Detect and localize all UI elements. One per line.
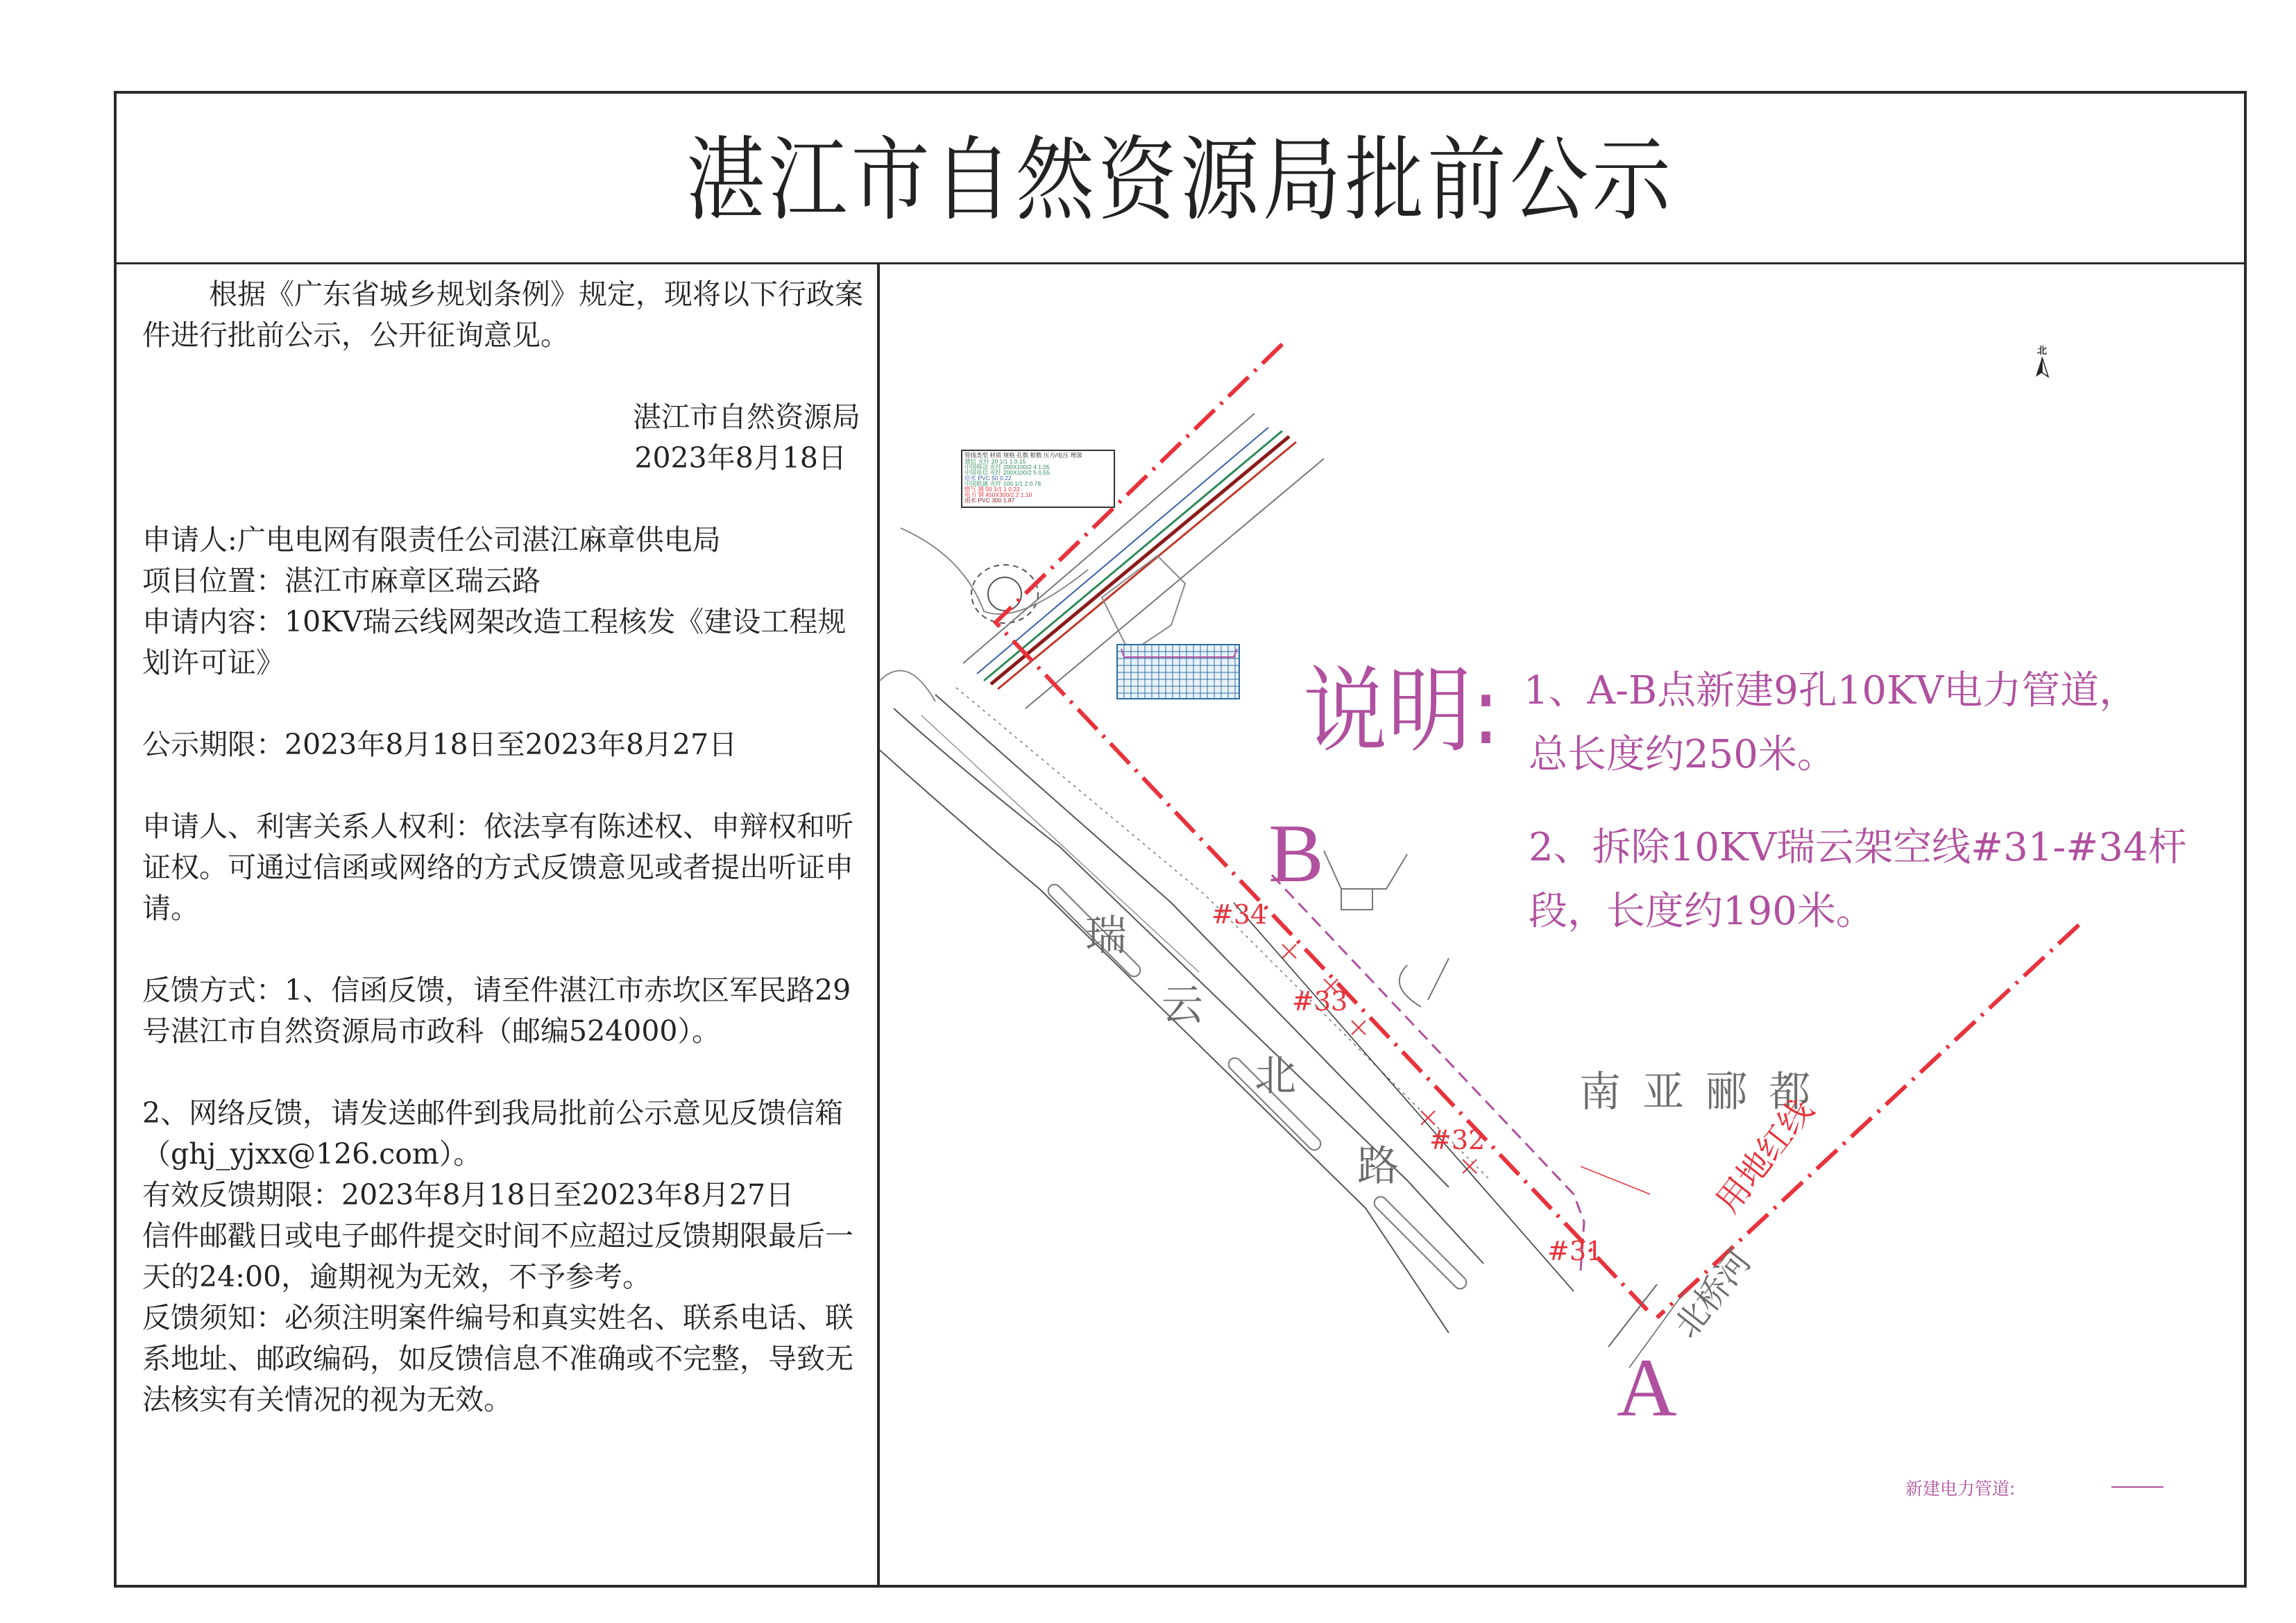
issue-date: 2023年8月18日 — [634, 441, 847, 475]
stakeholder-rights: 申请人、利害关系人权利：依法享有陈述权、申辩权和听证权。可通过信函或网络的方式反馈意见或者提出听证申请。 — [142, 810, 853, 925]
explanation-item-2-line-1: 2、拆除10KV瑞云架空线#31-#34杆 — [1529, 825, 2187, 870]
publicity-period: 公示期限：2023年8月18日至2023年8月27日 — [142, 728, 738, 761]
deadline-note: 信件邮戳日或电子邮件提交时间不应超过反馈期限最后一天的24:00，逾期视为无效，不予参考。 — [142, 1219, 853, 1293]
project-location: 项目位置：湛江市麻章区瑞云路 — [142, 564, 541, 597]
pole-31-label: #31 — [1547, 1236, 1604, 1266]
applicant: 申请人:广电电网有限责任公司湛江麻章供电局 — [142, 523, 721, 556]
road-name-char-2: 云 — [1162, 981, 1203, 1030]
page-title: 湛江市自然资源局批前公示 — [686, 127, 1675, 234]
road-name-char-4: 路 — [1357, 1142, 1399, 1191]
feedback-requirements: 反馈须知：必须注明案件编号和真实姓名、联系电话、联系地址、邮政编码，如反馈信息不准确或不完整，导致无法核实有关情况的视为无效。 — [142, 1301, 853, 1416]
explanation-item-1-line-1: 1、A-B点新建9孔10KV电力管道， — [1524, 668, 2138, 713]
application-content: 申请内容：10KV瑞云线网架改造工程核发《建设工程规划许可证》 — [142, 605, 847, 679]
profile-grid-inset — [1117, 645, 1239, 699]
legend-new-power-pipeline: 新建电力管道: — [1905, 1479, 2016, 1499]
site-plan-map — [880, 264, 2244, 1585]
notice-text-panel — [142, 274, 874, 1420]
explanation-item-1-line-2: 总长度约250米。 — [1529, 732, 1836, 777]
road-name-char-1: 瑞 — [1085, 912, 1127, 960]
issuer: 湛江市自然资源局 — [633, 400, 860, 434]
explanation-item-2-line-2: 段，长度约190米。 — [1529, 889, 1875, 934]
point-a-label: A — [1617, 1341, 1677, 1434]
feedback-method-email: 2、网络反馈，请发送邮件到我局批前公示意见反馈信箱（ghj_yjxx@126.com）。 — [142, 1096, 844, 1171]
red-line-label: 用地红线 — [1708, 1091, 1821, 1221]
svg-text:中国移动 光纤 200X100/2 4 1.05: 中国移动 光纤 200X100/2 4 1.05 — [964, 464, 1050, 470]
svg-text:中国联通 光纤 100 1/1 2 0.78: 中国联通 光纤 100 1/1 2 0.78 — [964, 480, 1041, 487]
road-name-char-3: 北 — [1255, 1052, 1296, 1101]
svg-text:电力 钢 450X300/2 2 1.10: 电力 钢 450X300/2 2 1.10 — [964, 491, 1032, 498]
svg-text:雨水 PVC 300 1.87: 雨水 PVC 300 1.87 — [964, 497, 1015, 504]
valid-feedback-period: 有效反馈期限：2023年8月18日至2023年8月27日 — [142, 1178, 794, 1212]
explanation-heading: 说明: — [1303, 656, 1500, 765]
svg-text:通信 光纤 20 1/1 1 0.15: 通信 光纤 20 1/1 1 0.15 — [964, 458, 1026, 465]
feedback-method-letter: 反馈方式：1、信函反馈，请至件湛江市赤坎区军民路29号湛江市自然资源局市政科（邮编524000）。 — [142, 974, 851, 1048]
notice-intro: 根据《广东省城乡规划条例》规定，现将以下行政案件进行批前公示，公开征询意见。 — [142, 278, 863, 352]
north-label: 北 — [2037, 346, 2047, 357]
river-name-label: 北桥河 — [1667, 1242, 1760, 1345]
pole-32-label: #32 — [1429, 1125, 1486, 1155]
north-arrow-icon — [2036, 357, 2048, 377]
pole-34-label: #34 — [1211, 899, 1268, 930]
point-b-label: B — [1268, 807, 1325, 899]
svg-text:给水 PVC 50 0.22: 给水 PVC 50 0.22 — [964, 475, 1012, 482]
svg-text:管线类型 材质 规格 孔数 根数 压力/电压 埋深: 管线类型 材质 规格 孔数 根数 压力/电压 埋深 — [964, 452, 1082, 459]
svg-text:燃气 钢 50 1/1 1 0.22: 燃气 钢 50 1/1 1 0.22 — [964, 486, 1020, 493]
estate-name-label: 南 亚 郦 都 — [1579, 1068, 1815, 1116]
pole-33-label: #33 — [1292, 986, 1348, 1017]
svg-text:中国电信 光纤 200X100/2 5 0.55: 中国电信 光纤 200X100/2 5 0.55 — [964, 469, 1050, 476]
